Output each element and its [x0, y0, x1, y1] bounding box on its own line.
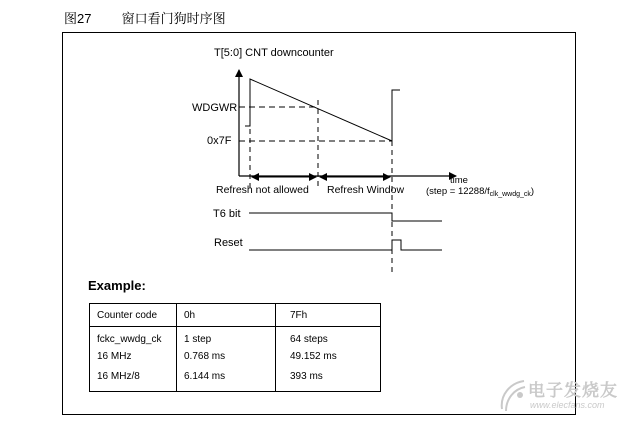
- figure-number: 图27: [64, 11, 92, 26]
- figure-title: 窗口看门狗时序图: [121, 11, 226, 26]
- table-row: [90, 327, 381, 352]
- level-label-wdgwr: WDGWR: [192, 102, 238, 114]
- table-header-cell: 7Fh: [276, 304, 381, 327]
- table-cell: 1 step: [177, 327, 276, 352]
- table-cell: 49.152 ms: [290, 351, 337, 362]
- watermark-url: www.elecfans.com: [530, 400, 605, 410]
- t6-label: T6 bit: [213, 208, 241, 220]
- t6-waveform: [249, 213, 442, 221]
- table-header-row: [90, 304, 381, 327]
- table-cell: 6.144 ms: [177, 371, 276, 392]
- table-cell: 64 steps: [290, 334, 328, 345]
- table-header-cell: 0h: [177, 304, 276, 327]
- table-header-cell: Counter code: [90, 304, 177, 327]
- reset-waveform: [249, 240, 442, 250]
- watermark: [498, 375, 628, 415]
- step-label: (step = $12288/f_{clk\_wwdg\_ck}$): [426, 186, 535, 198]
- table-cell: 0.768 ms: [177, 351, 276, 371]
- table-row: [90, 351, 381, 371]
- time-label: time: [450, 175, 468, 186]
- refresh-window-label: Refresh Window: [327, 184, 405, 196]
- refresh-not-allowed-label: Refresh not allowed: [216, 184, 309, 196]
- counter-waveform: [245, 79, 400, 141]
- table-cell: fckc_wwdg_ck: [90, 327, 177, 352]
- watermark-text: 电子发烧友: [528, 381, 618, 400]
- table-row: [90, 371, 381, 392]
- table-cell: 16 MHz/8: [90, 371, 177, 392]
- example-title: Example:: [88, 278, 146, 293]
- y-axis-title: T[5:0] CNT downcounter: [214, 47, 334, 59]
- reset-label: Reset: [214, 237, 243, 249]
- level-label-0x7f: 0x7F: [207, 135, 232, 147]
- table-cell: 16 MHz: [90, 351, 177, 371]
- example-table: [89, 303, 381, 392]
- table-cell: 393 ms: [290, 371, 323, 382]
- watermark-logo-icon: [498, 375, 528, 415]
